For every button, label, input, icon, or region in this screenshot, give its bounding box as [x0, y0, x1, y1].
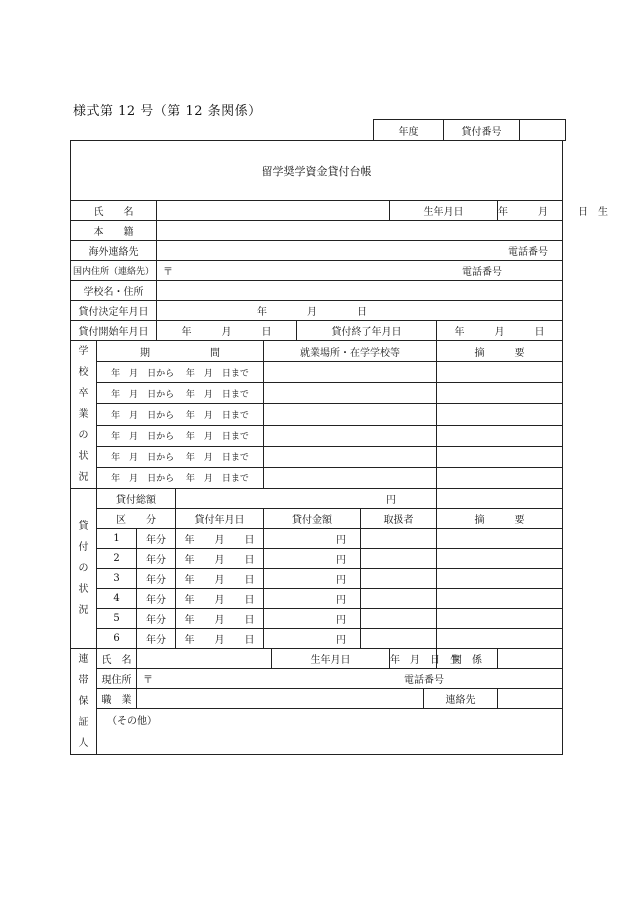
- guarantor-postal-mark: 〒: [143, 675, 153, 686]
- loan-row-remarks[interactable]: [437, 609, 563, 629]
- school-row: [71, 446, 563, 467]
- school-row: [71, 362, 563, 383]
- domestic-address-field[interactable]: [157, 261, 563, 281]
- loan-start-value: 年 月 日: [181, 327, 272, 338]
- loan-row-amount[interactable]: 円: [264, 529, 361, 549]
- school-row: [71, 467, 563, 488]
- loan-row-amount[interactable]: 円: [264, 549, 361, 569]
- postal-mark: 〒: [163, 267, 173, 278]
- loan-row-remarks[interactable]: [437, 529, 563, 549]
- loan-row-amount[interactable]: 円: [264, 609, 361, 629]
- loan-end-label: 貸付終了年月日: [297, 321, 437, 341]
- school-address-field[interactable]: [157, 281, 563, 301]
- loan-portion[interactable]: 年分: [137, 609, 176, 629]
- guarantor-name-field[interactable]: [137, 649, 272, 669]
- workplace-field[interactable]: [264, 467, 437, 488]
- loan-row-date[interactable]: 年 月 日: [176, 629, 264, 649]
- school-address-label: 学校名・住所: [71, 281, 157, 301]
- loan-end-field[interactable]: [437, 321, 563, 341]
- workplace-header: 就業場所・在学学校等: [264, 341, 437, 362]
- overseas-contact-label: 海外連絡先: [71, 241, 157, 261]
- loan-row-date[interactable]: 年 月 日: [176, 529, 264, 549]
- loan-portion[interactable]: 年分: [137, 529, 176, 549]
- loan-portion[interactable]: 年分: [137, 549, 176, 569]
- loan-start-field[interactable]: [157, 321, 297, 341]
- loan-start-label: 貸付開始年月日: [71, 321, 157, 341]
- loan-row-amount[interactable]: 円: [264, 589, 361, 609]
- loan-row: [71, 529, 563, 549]
- loan-row-number: 5: [97, 609, 137, 629]
- birthdate-label: 生年月日: [390, 201, 498, 221]
- guarantor-name-label: 氏 名: [97, 649, 137, 669]
- loan-row-date[interactable]: 年 月 日: [176, 569, 264, 589]
- workplace-field[interactable]: [264, 362, 437, 383]
- loan-remarks-header: 摘 要: [437, 509, 563, 529]
- school-status-side-label: 学 校 卒 業 の 状 況: [71, 341, 97, 489]
- loan-total-extra: [437, 489, 563, 509]
- loan-row-remarks[interactable]: [437, 569, 563, 589]
- school-remarks-field[interactable]: [437, 383, 563, 404]
- loan-row-handler[interactable]: [361, 529, 437, 549]
- school-remarks-field[interactable]: [437, 446, 563, 467]
- name-label: 氏 名: [71, 201, 157, 221]
- school-row: [71, 404, 563, 425]
- loan-row-date[interactable]: 年 月 日: [176, 589, 264, 609]
- other-notes-field[interactable]: [97, 709, 563, 755]
- loan-end-value: 年 月 日: [454, 327, 545, 338]
- loan-row-handler[interactable]: [361, 609, 437, 629]
- domestic-address-label: 国内住所（連絡先）: [71, 261, 157, 281]
- domestic-phone-label: 電話番号: [462, 267, 502, 278]
- occupation-field[interactable]: [137, 689, 424, 709]
- domicile-field[interactable]: [157, 221, 563, 241]
- fiscal-year-label: 年度: [374, 120, 444, 141]
- loan-total-field[interactable]: [176, 489, 437, 509]
- guarantor-address-field[interactable]: [137, 669, 563, 689]
- loan-row-number: 6: [97, 629, 137, 649]
- category-header: 区 分: [97, 509, 176, 529]
- loan-row: [71, 569, 563, 589]
- loan-row-amount[interactable]: 円: [264, 629, 361, 649]
- contact-field[interactable]: [498, 689, 563, 709]
- period-header: 期 間: [97, 341, 264, 362]
- birthdate-value: 年 月 日 生: [498, 207, 608, 218]
- other-label: （その他）: [107, 716, 157, 727]
- school-remarks-header: 摘 要: [437, 341, 563, 362]
- loan-row-number: 3: [97, 569, 137, 589]
- loan-row: [71, 609, 563, 629]
- loan-row-handler[interactable]: [361, 549, 437, 569]
- guarantor-phone-label: 電話番号: [404, 675, 444, 686]
- loan-row: [71, 549, 563, 569]
- handler-header: 取扱者: [361, 509, 437, 529]
- loan-row-number: 2: [97, 549, 137, 569]
- loan-decision-label: 貸付決定年月日: [71, 301, 157, 321]
- period-field[interactable]: 年 月 日から 年 月 日まで: [97, 425, 264, 446]
- loan-row-date[interactable]: 年 月 日: [176, 549, 264, 569]
- loan-row-remarks[interactable]: [437, 549, 563, 569]
- period-field[interactable]: 年 月 日から 年 月 日まで: [97, 446, 264, 467]
- school-row: [71, 425, 563, 446]
- guarantor-birth-value: 年 月 日 生: [390, 655, 460, 666]
- loan-row: [71, 589, 563, 609]
- header-table: [373, 119, 566, 141]
- loan-amount-header: 貸付金額: [264, 509, 361, 529]
- loan-row-date[interactable]: 年 月 日: [176, 609, 264, 629]
- loan-row-handler[interactable]: [361, 589, 437, 609]
- loan-total-label: 貸付総額: [97, 489, 176, 509]
- ledger-title: 留学奨学資金貸付台帳: [71, 141, 563, 201]
- loan-portion[interactable]: 年分: [137, 589, 176, 609]
- overseas-phone-label: 電話番号: [508, 247, 548, 258]
- loan-row-handler[interactable]: [361, 629, 437, 649]
- domicile-label: 本 籍: [71, 221, 157, 241]
- loan-number-label: 貸付番号: [444, 120, 520, 141]
- loan-row: [71, 629, 563, 649]
- school-remarks-field[interactable]: [437, 467, 563, 488]
- period-field[interactable]: 年 月 日から 年 月 日まで: [97, 383, 264, 404]
- guarantor-birth-field[interactable]: [390, 649, 460, 669]
- loan-total-yen: 円: [386, 495, 396, 506]
- loan-portion[interactable]: 年分: [137, 569, 176, 589]
- loan-row-number: 4: [97, 589, 137, 609]
- workplace-field[interactable]: [264, 404, 437, 425]
- loan-portion[interactable]: 年分: [137, 629, 176, 649]
- period-field[interactable]: 年 月 日から 年 月 日まで: [97, 467, 264, 488]
- loan-date-header: 貸付年月日: [176, 509, 264, 529]
- loan-row-remarks[interactable]: [437, 629, 563, 649]
- loan-row-handler[interactable]: [361, 569, 437, 589]
- loan-row-number: 1: [97, 529, 137, 549]
- workplace-field[interactable]: [264, 446, 437, 467]
- school-row: [71, 383, 563, 404]
- school-remarks-field[interactable]: [437, 362, 563, 383]
- overseas-contact-field[interactable]: [157, 241, 563, 261]
- loan-decision-value: 年 月 日: [257, 307, 367, 318]
- contact-label: 連絡先: [424, 689, 498, 709]
- guarantor-birth-label: 生年月日: [272, 649, 390, 669]
- loan-decision-field[interactable]: [157, 301, 563, 321]
- loan-status-side-label: 貸 付 の 状 況: [71, 489, 97, 649]
- loan-number-field[interactable]: [520, 120, 566, 141]
- workplace-field[interactable]: [264, 383, 437, 404]
- occupation-label: 職 業: [97, 689, 137, 709]
- workplace-field[interactable]: [264, 425, 437, 446]
- relation-field[interactable]: [498, 649, 563, 669]
- form-number: 様式第 12 号（第 12 条関係）: [73, 104, 262, 119]
- relation-label: 関 係: [437, 649, 498, 669]
- school-remarks-field[interactable]: [437, 404, 563, 425]
- period-field[interactable]: 年 月 日から 年 月 日まで: [97, 404, 264, 425]
- period-field[interactable]: 年 月 日から 年 月 日まで: [97, 362, 264, 383]
- loan-row-amount[interactable]: 円: [264, 569, 361, 589]
- school-remarks-field[interactable]: [437, 425, 563, 446]
- loan-row-remarks[interactable]: [437, 589, 563, 609]
- guarantor-address-label: 現住所: [97, 669, 137, 689]
- birthdate-field[interactable]: [498, 201, 608, 221]
- guarantor-side-label: 連 帯 保 証 人: [71, 649, 97, 755]
- name-field[interactable]: [157, 201, 390, 221]
- loan-ledger-table: [70, 140, 608, 755]
